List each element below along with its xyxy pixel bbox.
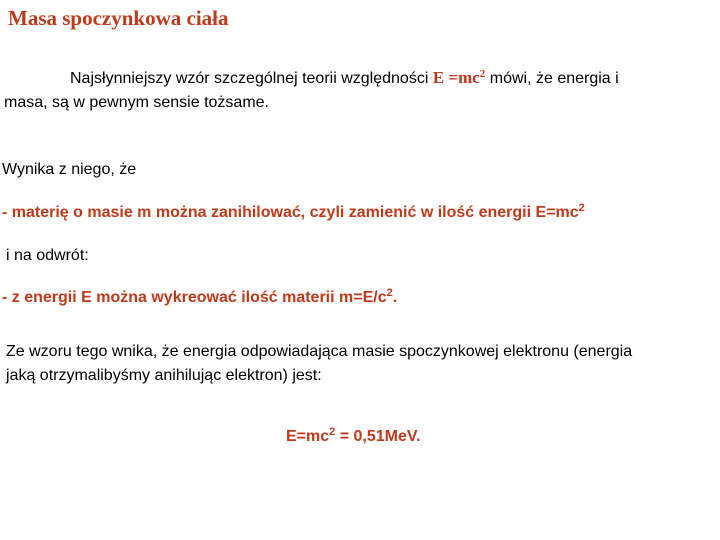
slide-title: Masa spoczynkowa ciała — [8, 6, 229, 30]
intro-formula-base: E =mc — [432, 68, 480, 87]
result-prefix: E=mc — [286, 428, 330, 445]
intro-text: Najsłynniejszy wzór szczególnej teorii względności — [70, 70, 433, 87]
point-creation-end: . — [392, 289, 398, 306]
point-annihilation — [2, 201, 585, 225]
intro-text-end: mówi, że energia i — [485, 70, 619, 87]
point-creation-exponent: 2 — [386, 287, 393, 299]
wynika-line: Wynika z niego, że — [2, 161, 137, 178]
electron-line-2: jaką otrzymalibyśmy anihilując elektron) jest: — [6, 367, 322, 384]
intro-formula — [433, 68, 485, 87]
electron-energy-result — [286, 425, 421, 449]
intro-line-2: masa, są w pewnym sensie tożsame. — [4, 94, 269, 111]
result-value: = 0,51MeV. — [335, 428, 421, 445]
point-annihilation-text: - materię o masie m można zanihilować, czyli zamienić w ilość energii E=mc — [2, 204, 579, 221]
result-exponent: 2 — [329, 426, 336, 438]
electron-paragraph — [6, 340, 632, 388]
electron-line-1: Ze wzoru tego wnika, że energia odpowiadająca masie spoczynkowej elektronu (energia — [6, 343, 633, 360]
intro-formula-exponent: 2 — [479, 68, 486, 80]
point-creation — [2, 286, 397, 310]
point-annihilation-exponent: 2 — [578, 202, 585, 214]
intro-paragraph — [4, 66, 704, 115]
reverse-line: i na odwrót: — [6, 247, 89, 264]
point-creation-text: - z energii E można wykreować ilość materii m=E/c — [2, 289, 387, 306]
